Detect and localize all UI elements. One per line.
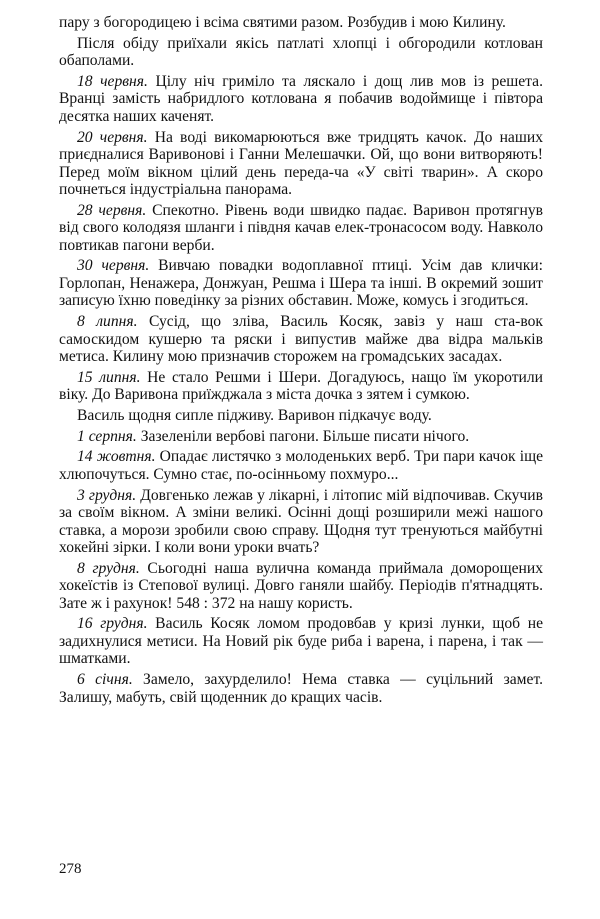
diary-entry	[59, 73, 543, 126]
entry-text: Цілу ніч гриміло та ляскало і дощ лив мов із решета. Вранці замість набридлого котлована я побачив водоймище і півтора десятка наших каченят.	[59, 72, 543, 125]
entry-date: 3 грудня.	[77, 486, 137, 504]
entry-text: Зазеленіли вербові пагони. Більше писати нічого.	[136, 427, 470, 445]
entry-text: Сусід, що зліва, Василь Косяк, завіз у наш ста-вок самоскидом кушерю та ряски і випустив майже два відра мальків метиса. Килину мою призначив сторожем на громадських засадах.	[59, 313, 543, 366]
page-number: 278	[59, 861, 82, 877]
diary-entry	[59, 313, 543, 366]
diary-entry	[59, 560, 543, 613]
diary-entry	[59, 671, 543, 706]
paragraph-text: Після обіду приїхали якісь патлаті хлопці і обгородили котлован обаполами.	[59, 34, 543, 70]
diary-entry	[59, 428, 543, 446]
entry-date: 16 грудня.	[77, 615, 148, 633]
diary-entry	[59, 615, 543, 668]
entry-date: 20 червня.	[77, 128, 148, 146]
entry-text: Опадає листячко з молоденьких верб. Три пари качок іще хлюпочуться. Сумно стає, по-осінньому похмуро...	[59, 448, 543, 483]
entry-date: 28 червня.	[77, 201, 147, 219]
paragraph	[59, 35, 543, 70]
entry-date: 30 червня.	[77, 257, 150, 275]
entry-text: Довгенько лежав у лікарні, і літопис мій відпочивав. Скучив за своїм вікном. А зміни великі. Осінні дощі розширили межі нашого ставка, а морози зробили свою справу. Щодня тут тренуються майбутні хокейні зірки. І коли вони уроки вчать?	[59, 486, 543, 557]
entry-date: 8 липня.	[77, 313, 138, 331]
entry-text: На воді викомарюються вже тридцять качок. До наших приєдналися Варивонові і Ганни Мелешачки. Ой, що вони витворяють! Перед моїм вікном цілий день переда-ча «У світі тварин». А скоро почнеться індустріальна панорама.	[59, 128, 543, 199]
diary-entry	[59, 257, 543, 310]
entry-text: Замело, захурделило! Нема ставка — суцільний замет. Залишу, мабуть, свій щоденник до кращих часів.	[59, 671, 543, 706]
entry-date: 6 січня.	[77, 671, 133, 689]
diary-entry	[59, 202, 543, 255]
paragraph-continuation	[59, 14, 543, 32]
diary-entry	[59, 448, 543, 483]
entry-text: Не стало Решми і Шери. Догадуюсь, нащо їм укоротили віку. До Варивона приїжджала з міста дочка з зятем і сумкою.	[59, 368, 543, 404]
entry-text: Сьогодні наша вулична команда приймала доморощених хокеїстів із Степової вулиці. Довго ганяли шайбу. Періодів п'ятнадцять. Зате ж і рахунок! 548 : 372 на нашу користь.	[59, 559, 543, 612]
entry-date: 15 липня.	[77, 368, 141, 386]
entry-date: 18 червня.	[77, 72, 148, 90]
diary-entry	[59, 369, 543, 404]
diary-entry	[59, 487, 543, 557]
entry-text: Василь Косяк ломом продовбав у кризі лунки, щоб не задихнулися метиси. На Новий рік буде риба і варена, і парена, і так — шматками.	[59, 615, 543, 668]
entry-date: 1 серпня.	[77, 427, 137, 445]
paragraph-text: пару з богородицею і всіма святими разом. Розбудив і мою Килину.	[59, 14, 506, 31]
paragraph-text: Василь щодня сипле підживу. Варивон підкачує воду.	[77, 407, 432, 424]
entry-date: 8 грудня.	[77, 559, 140, 577]
paragraph	[59, 407, 543, 425]
diary-entry	[59, 129, 543, 199]
entry-text: Вивчаю повадки водоплавної птиці. Усім дав клички: Горлопан, Ненажера, Донжуан, Решма і Шера та інші. В окремий зошит записую їхню поведінку за різних обставин. Може, комусь і згодиться.	[59, 257, 543, 310]
entry-text: Спекотно. Рівень води швидко падає. Варивон протягнув від свого колодязя шланги і півдня качав елек-тронасосом воду. Навколо повтикав пагони верби.	[59, 201, 543, 254]
page-text	[59, 14, 543, 709]
entry-date: 14 жовтня.	[77, 448, 156, 466]
